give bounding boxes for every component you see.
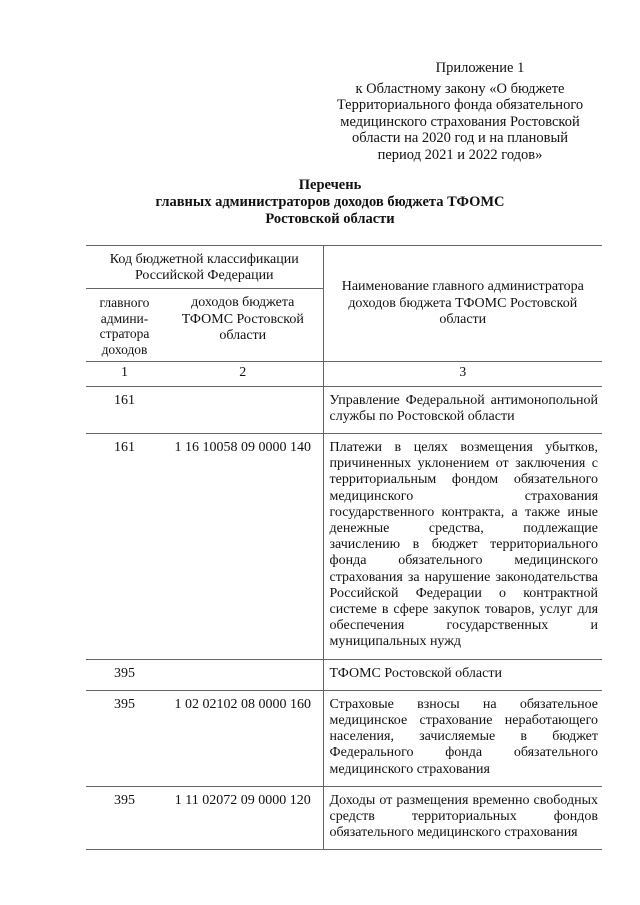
admin-code: 395 — [86, 690, 163, 786]
title-line-1: Перечень — [298, 177, 362, 193]
income-code — [163, 659, 323, 690]
admin-code: 161 — [86, 434, 163, 660]
appendix-header — [330, 60, 590, 163]
title-line-2: главных администраторов доходов бюджета ТФОМС — [155, 194, 505, 210]
header-classification-group: Код бюджетной классификации Российской Федерации — [86, 246, 323, 289]
income-name: ТФОМС Ростовской области — [323, 659, 602, 690]
income-code: 1 02 02102 08 0000 160 — [163, 690, 323, 786]
header-income-code: доходов бюджета ТФОМС Ростовской области — [163, 289, 323, 362]
income-code: 1 16 10058 09 0000 140 — [163, 434, 323, 660]
title-line-3: Ростовской области — [265, 211, 395, 227]
column-number-row — [86, 362, 602, 386]
administrators-table — [86, 245, 602, 850]
admin-code: 161 — [86, 386, 163, 433]
income-name: Страховые взносы на обязательное медицинское страхование неработающего населения, зачисляемые в бюджет Федерального фонда обязательного медицинского страхования — [323, 690, 602, 786]
header-admin-code: главного админи-стратора доходов — [86, 289, 163, 362]
income-name: Управление Федеральной антимонопольной службы по Ростовской области — [323, 386, 602, 433]
appendix-number: Приложение 1 — [435, 60, 525, 76]
header-admin-name: Наименование главного администратора доходов бюджета ТФОМС Ростовской области — [323, 246, 602, 362]
income-name: Платежи в целях возмещения убытков, причиненных уклонением от заключения с территориальным фондом обязательного медицинского страхования государственного контракта, а также иные денежные средства, подлежащие зачислению в бюджет территориального фонда обязательного медицинского страхования за нарушение законодательства Российской Федерации о контрактной системе в сфере закупок товаров, услуг для обеспечения государственных и муниципальных нужд — [323, 434, 602, 660]
column-number: 3 — [323, 362, 602, 386]
document-title — [60, 177, 600, 228]
column-number: 2 — [163, 362, 323, 386]
admin-code: 395 — [86, 786, 163, 850]
admin-code: 395 — [86, 659, 163, 690]
income-code — [163, 386, 323, 433]
column-number: 1 — [86, 362, 163, 386]
table-row — [86, 386, 602, 433]
income-code: 1 11 02072 09 0000 120 — [163, 786, 323, 850]
table-row — [86, 434, 602, 660]
table-row — [86, 659, 602, 690]
income-name: Доходы от размещения временно свободных средств территориальных фондов обязательного медицинского страхования — [323, 786, 602, 850]
appendix-text: к Областному закону «О бюджете Территориального фонда обязательного медицинского страхования Ростовской области на 2020 год и на плановый период 2021 и 2022 годов» — [336, 80, 584, 163]
table-row — [86, 690, 602, 786]
table-row — [86, 786, 602, 850]
